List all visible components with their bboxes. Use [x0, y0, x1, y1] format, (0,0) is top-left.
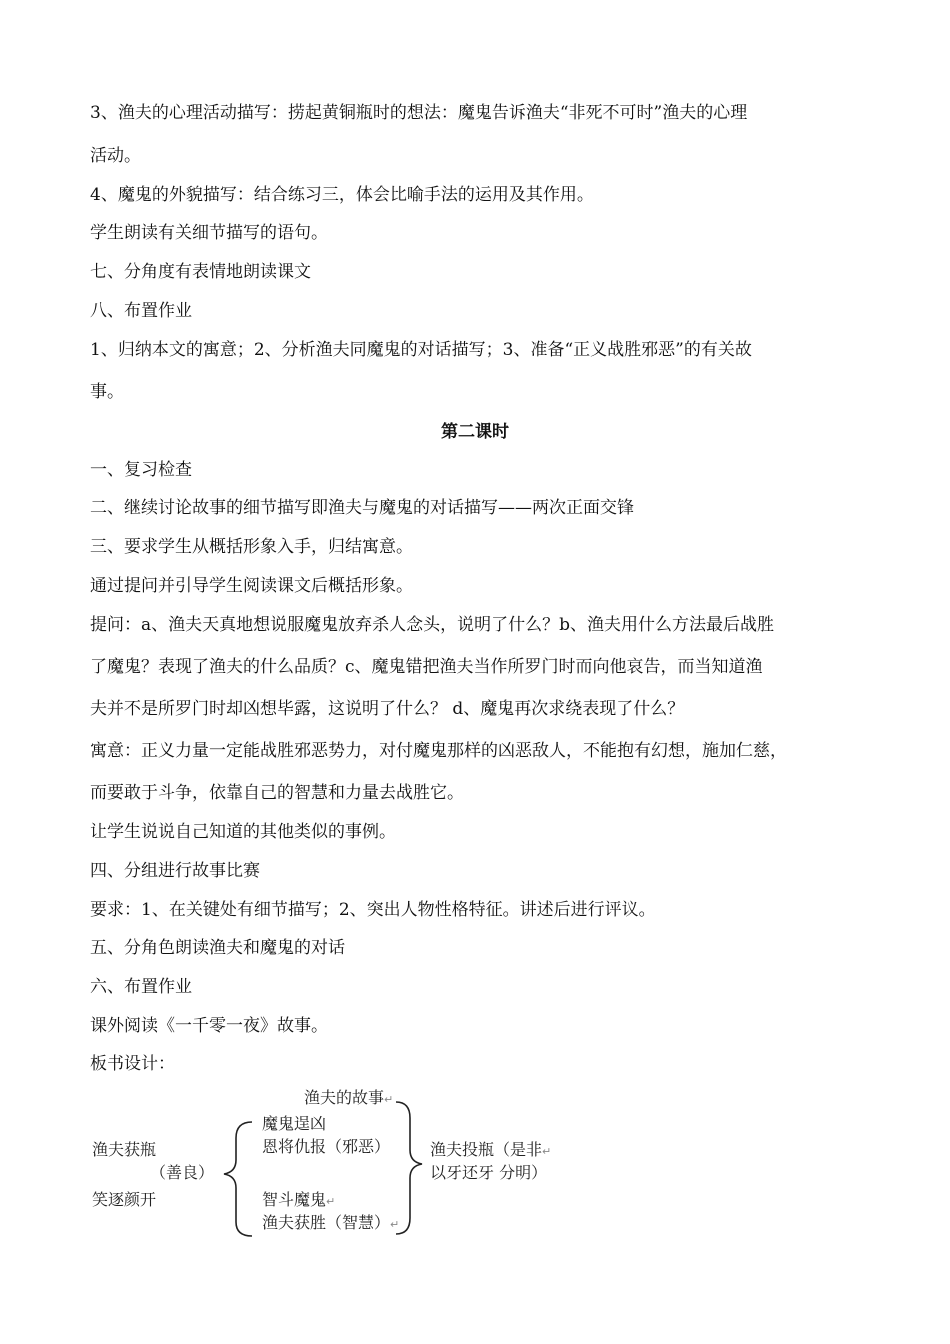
text-line: 要求：1、在关键处有细节描写；2、突出人物性格特征。讲述后进行评议。 — [90, 900, 656, 920]
board-middle-2: 恩将仇报（邪恶） — [262, 1137, 391, 1156]
text-line: 一、复习检查 — [90, 460, 192, 480]
board-middle-4: 渔夫获胜（智慧）↵ — [262, 1213, 400, 1232]
text-line: 板书设计： — [90, 1054, 175, 1074]
text-line: 寓意：正义力量一定能战胜邪恶势力，对付魔鬼那样的凶恶敌人，不能抱有幻想，施加仁慈， — [90, 741, 787, 761]
text-line: 提问：a、渔夫天真地想说服魔鬼放弃杀人念头，说明了什么？b、渔夫用什么方法最后战胜 — [90, 615, 775, 635]
text-line: 七、分角度有表情地朗读课文 — [90, 262, 311, 282]
text-line: 五、分角色朗读渔夫和魔鬼的对话 — [90, 938, 345, 958]
board-left-mid: （善良） — [150, 1163, 215, 1182]
text-line: 让学生说说自己知道的其他类似的事例。 — [90, 822, 396, 842]
board-left-top: 渔夫获瓶 — [92, 1140, 157, 1159]
section-title: 第二课时 — [441, 422, 509, 442]
board-right-1: 渔夫投瓶（是非↵ — [430, 1140, 552, 1159]
text-line: 事。 — [90, 382, 124, 402]
board-right-2: 以牙还牙 分明） — [430, 1163, 548, 1182]
text-line: 夫并不是所罗门时却凶想毕露，这说明了什么？ d、魔鬼再次求绕表现了什么？ — [90, 699, 685, 719]
right-brace — [396, 1102, 422, 1234]
text-line: 了魔鬼？表现了渔夫的什么品质？c、魔鬼错把渔夫当作所罗门时而向他哀告，而当知道渔 — [90, 657, 763, 677]
text-line: 1、归纳本文的寓意；2、分析渔夫同魔鬼的对话描写；3、准备“正义战胜邪恶”的有关故 — [90, 340, 752, 360]
text-line: 学生朗读有关细节描写的语句。 — [90, 223, 328, 243]
text-line: 四、分组进行故事比赛 — [90, 861, 260, 881]
text-line: 活动。 — [90, 146, 141, 166]
text-line: 4、魔鬼的外貌描写：结合练习三，体会比喻手法的运用及其作用。 — [90, 185, 594, 205]
text-line: 3、渔夫的心理活动描写：捞起黄铜瓶时的想法：魔鬼告诉渔夫“非死不可时”渔夫的心理 — [90, 103, 748, 123]
text-line: 而要敢于斗争，依靠自己的智慧和力量去战胜它。 — [90, 783, 464, 803]
left-brace — [224, 1122, 252, 1236]
text-line: 八、布置作业 — [90, 301, 192, 321]
board-middle-1: 魔鬼逞凶 — [262, 1114, 327, 1133]
board-middle-3: 智斗魔鬼↵ — [262, 1190, 336, 1209]
text-line: 二、继续讨论故事的细节描写即渔夫与魔鬼的对话描写——两次正面交锋 — [90, 498, 634, 518]
text-line: 六、布置作业 — [90, 977, 192, 997]
text-line: 通过提问并引导学生阅读课文后概括形象。 — [90, 576, 413, 596]
board-heading: 渔夫的故事↵ — [304, 1088, 394, 1107]
text-line: 三、要求学生从概括形象入手，归结寓意。 — [90, 537, 413, 557]
board-left-bottom: 笑逐颜开 — [92, 1190, 157, 1209]
text-line: 课外阅读《一千零一夜》故事。 — [90, 1016, 328, 1036]
